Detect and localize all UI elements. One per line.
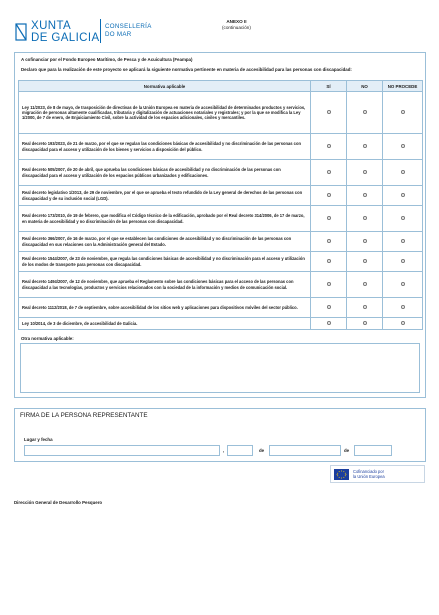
radio-no[interactable]	[363, 239, 367, 243]
column-header-no: NO	[347, 81, 383, 92]
xunta-emblem-icon	[14, 22, 28, 42]
de-separator: de	[344, 448, 350, 453]
logo-line-2: DE GALICIA	[31, 32, 100, 44]
conselleria-line-2: DO MAR	[105, 31, 132, 38]
radio-si[interactable]	[327, 321, 331, 325]
column-header-no-procede: NO PROCEDE	[383, 81, 423, 92]
eu-cofunded-text	[353, 469, 385, 479]
table-row	[19, 318, 423, 330]
xunta-logo-text	[31, 20, 100, 44]
radio-no[interactable]	[363, 110, 367, 114]
year-input[interactable]	[354, 445, 392, 456]
firma-title: FIRMA DE LA PERSONA REPRESENTANTE	[20, 412, 148, 419]
column-header-normativa: Normativa aplicable	[19, 81, 311, 92]
normativa-text: Real decreto 1494/2007, de 12 de noviembre, que aprueba el Reglamento sobre las condiciones básicas para el acceso de las personas con discapacidad a las tecnologías, productos y servicios relacionados con la sociedad de la información y medios de comunicación social.	[19, 272, 311, 298]
eu-cofunded-badge	[330, 465, 425, 483]
radio-si[interactable]	[327, 239, 331, 243]
xunta-logo	[14, 18, 104, 46]
radio-si[interactable]	[327, 144, 331, 148]
radio-no-procede[interactable]	[401, 239, 405, 243]
lugar-input[interactable]	[24, 445, 220, 456]
declaration-text: Declaro que para la realización de este proyecto se aplicará la siguiente normativa pertinente en materia de accesibilidad para las personas con discapacidad:	[21, 67, 352, 72]
radio-no-procede[interactable]	[401, 193, 405, 197]
comma-separator: ,	[223, 448, 225, 453]
table-row	[19, 160, 423, 186]
radio-si[interactable]	[327, 282, 331, 286]
normativa-table	[18, 80, 423, 330]
cofinancing-note: A cofinanciar por el Fondo Europeo Marítimo, de Pesca y de Acuicultura (Feampa)	[21, 57, 193, 62]
table-row	[19, 298, 423, 318]
radio-no-procede[interactable]	[401, 110, 405, 114]
radio-no[interactable]	[363, 216, 367, 220]
radio-no[interactable]	[363, 305, 367, 309]
conselleria-line-1: CONSELLERÍA	[105, 23, 152, 30]
lugar-fecha-label: Lugar y fecha	[24, 437, 53, 442]
radio-no-procede[interactable]	[401, 321, 405, 325]
logo-line-1: XUNTA	[31, 20, 72, 32]
radio-no-procede[interactable]	[401, 259, 405, 263]
radio-no[interactable]	[363, 193, 367, 197]
eu-flag-icon	[334, 469, 349, 480]
normativa-text: Real decreto 1112/2018, de 7 de septiembre, sobre accesibilidad de los sitios web y aplicaciones para dispositivos móviles del sector público.	[19, 298, 311, 318]
normativa-text: Real decreto 173/2010, de 19 de febrero, que modifica el Código técnico de la edificación, aprobado por el Real decreto 314/2006, de 17 de marzo, en materia de accesibilidad y no discriminación de las personas con discapacidad.	[19, 206, 311, 232]
normativa-section	[14, 52, 426, 398]
radio-no-procede[interactable]	[401, 144, 405, 148]
column-header-si: SÍ	[311, 81, 347, 92]
eu-text-line-2: la Unión Europea	[353, 474, 385, 479]
radio-no-procede[interactable]	[401, 305, 405, 309]
radio-no[interactable]	[363, 282, 367, 286]
firma-section	[14, 408, 426, 462]
radio-no-procede[interactable]	[401, 170, 405, 174]
normativa-text: Real decreto 505/2007, de 20 de abril, que aprueba las condiciones básicas de accesibilidad y no discriminación de las personas con discapacidad para el acceso y utilización de los espacios públicos urbanizados y edificaciones.	[19, 160, 311, 186]
normativa-text: Ley 10/2014, de 3 de diciembre, de accesibilidad de Galicia.	[19, 318, 311, 330]
otra-normativa-textarea[interactable]	[20, 343, 420, 393]
radio-si[interactable]	[327, 110, 331, 114]
radio-si[interactable]	[327, 305, 331, 309]
table-header-row	[19, 81, 423, 92]
radio-no-procede[interactable]	[401, 216, 405, 220]
anexo-label	[222, 19, 251, 31]
normativa-text: Real decreto 366/2007, de 16 de marzo, por el que se establecen las condiciones de accesibilidad y no discriminación de las personas con discapacidad en sus relaciones con la Administración general del Estado.	[19, 232, 311, 252]
footer-directorate: Dirección General de Desarrollo Pesquero	[14, 500, 103, 505]
eu-text-line-1: Cofinanciado por	[353, 469, 384, 474]
table-row	[19, 232, 423, 252]
otra-normativa-label: Otra normativa aplicable:	[21, 336, 74, 341]
table-row	[19, 252, 423, 272]
month-input[interactable]	[269, 445, 341, 456]
table-row	[19, 272, 423, 298]
anexo-subtitle: (continuación)	[222, 25, 251, 30]
day-input[interactable]	[227, 445, 253, 456]
radio-si[interactable]	[327, 216, 331, 220]
radio-no[interactable]	[363, 144, 367, 148]
radio-no[interactable]	[363, 170, 367, 174]
logo-divider	[100, 19, 101, 43]
radio-si[interactable]	[327, 193, 331, 197]
normativa-text: Real decreto legislativo 1/2013, de 29 de noviembre, por el que se aprueba el texto refundido de la Ley general de derechos de las personas con discapacidad y de su inclusión social (LGD).	[19, 186, 311, 206]
normativa-text: Ley 11/2023, de 8 de mayo, de trasposición de directivas de la Unión Europea en materia de accesibilidad de determinados productos y servicios, migración de personas altamente cualificadas, tributaria y digitalización de actuaciones notariales y registrales; y por la que se modifica la Ley 1/2000, de 7 de enero, de Enjuiciamiento Civil, sobre la actividad de los espacios adicionales, civiles y mercantiles.	[19, 92, 311, 134]
anexo-title: ANEXO II	[226, 19, 247, 24]
table-row	[19, 206, 423, 232]
normativa-text: Real decreto 193/2023, de 21 de marzo, por el que se regulan las condiciones básicas de accesibilidad y no discriminación de las personas con discapacidad para el acceso y utilización de los bienes y servicios a disposición del público.	[19, 134, 311, 160]
table-row	[19, 186, 423, 206]
radio-si[interactable]	[327, 259, 331, 263]
radio-no[interactable]	[363, 321, 367, 325]
document-header	[14, 16, 426, 48]
table-row	[19, 134, 423, 160]
table-row	[19, 92, 423, 134]
radio-no-procede[interactable]	[401, 282, 405, 286]
radio-si[interactable]	[327, 170, 331, 174]
normativa-text: Real decreto 1544/2007, de 23 de noviembre, que regula las condiciones básicas de accesibilidad y no discriminación para el acceso y utilización de los modos de transporte para personas con discapacidad.	[19, 252, 311, 272]
radio-no[interactable]	[363, 259, 367, 263]
conselleria-label	[105, 23, 152, 39]
de-separator: de	[259, 448, 265, 453]
